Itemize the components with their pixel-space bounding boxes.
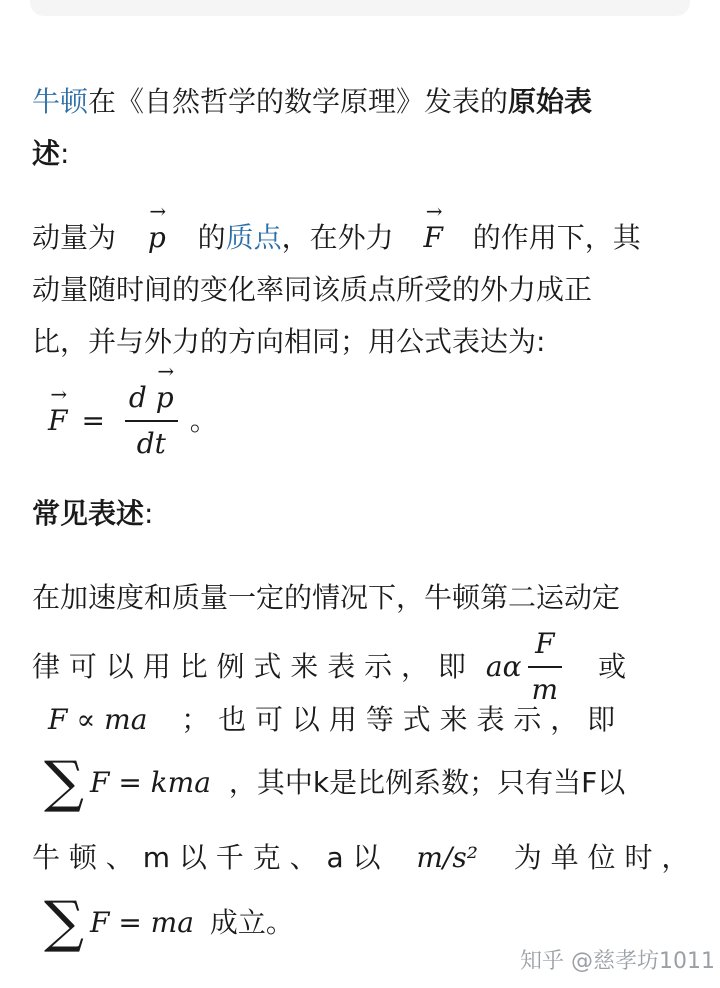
vector-F [423,199,443,258]
vector-arrow-icon: → [149,199,167,223]
formula-equals: = [81,404,105,437]
proportional-text: 律 可 以 用 比 例 式 来 表 示 ， 即 [32,650,466,683]
vector-p-symbol: p [147,221,166,254]
momentum-line-2: 动量随时间的变化率同该质点所受的外力成正 [32,273,593,306]
numerator-vector-p [155,359,175,418]
coefficient-text: ，其中k是比例系数；只有当F以 [228,766,626,799]
formula-ma: F = ma [89,906,194,939]
fraction-F: F [535,627,555,660]
newton-formula [48,359,218,464]
second-law-line-6 [44,890,294,955]
second-law-line-5 [32,838,689,878]
vector-F-symbol: F [423,221,443,254]
equation-text: ； 也 可 以 用 等 式 来 表 示 ， 即 [181,703,616,736]
original-statement-bold-2: 述 [32,137,61,170]
formula-numerator [125,359,178,420]
common-statement-bold: 常见表述 [32,497,145,530]
numerator-d: d [128,381,147,414]
zhihu-watermark: 知乎 @慈孝坊1011 [520,949,715,974]
newton-link[interactable]: 牛顿 [32,85,89,118]
formula-kma: F = kma [89,766,211,799]
formula-fraction [125,359,178,464]
particle-link[interactable]: 质点 [225,221,282,254]
vector-arrow-icon: → [157,359,175,383]
common-statement-heading [32,494,153,534]
text-under-action: 的作用下，其 [472,221,641,254]
text-or: 或 [598,650,627,683]
fraction-m: m [531,673,559,706]
text-external-force: ，在外力 [281,221,394,254]
intro-line-2 [32,134,69,174]
holds-text: 成立。 [209,906,294,939]
formula-F: F [48,404,68,437]
sum-sign: ∑ [44,890,84,955]
original-statement-bold: 原始表 [508,85,593,118]
second-law-line-4 [44,750,626,815]
vector-arrow-icon: → [50,382,68,406]
second-law-line-1: 在加速度和质量一定的情况下，牛顿第二运动定 [32,581,621,614]
formula-period: 。 [189,404,218,437]
text-of: 的 [197,221,226,254]
formula-vector-F [48,382,68,441]
units-text-end: 为 单 位 时 ， [513,841,690,874]
intro-line-1 [32,82,592,122]
colon: : [60,137,70,170]
momentum-line-1 [32,199,641,258]
second-law-line-3 [48,700,615,740]
formula-denominator: dt [136,427,166,460]
vector-arrow-icon: → [425,199,443,223]
proportional-formula: F ∝ ma [48,703,148,736]
proportional-fraction [528,624,563,710]
intro-text: 在《自然哲学的数学原理》发表的 [88,85,509,118]
text-momentum-is: 动量为 [32,221,117,254]
vector-p [147,199,167,258]
colon: : [144,497,154,530]
sum-sign: ∑ [44,750,84,815]
second-law-line-2 [32,624,626,710]
previous-card [30,0,690,16]
momentum-line-3: 比，并与外力的方向相同；用公式表达为: [32,325,546,358]
numerator-p: p [155,381,174,414]
proportional-lhs: aα [485,650,522,683]
unit-m-s2: m/s² [416,841,478,874]
units-text: 牛 顿 、 m 以 千 克 、 a 以 [32,841,381,874]
